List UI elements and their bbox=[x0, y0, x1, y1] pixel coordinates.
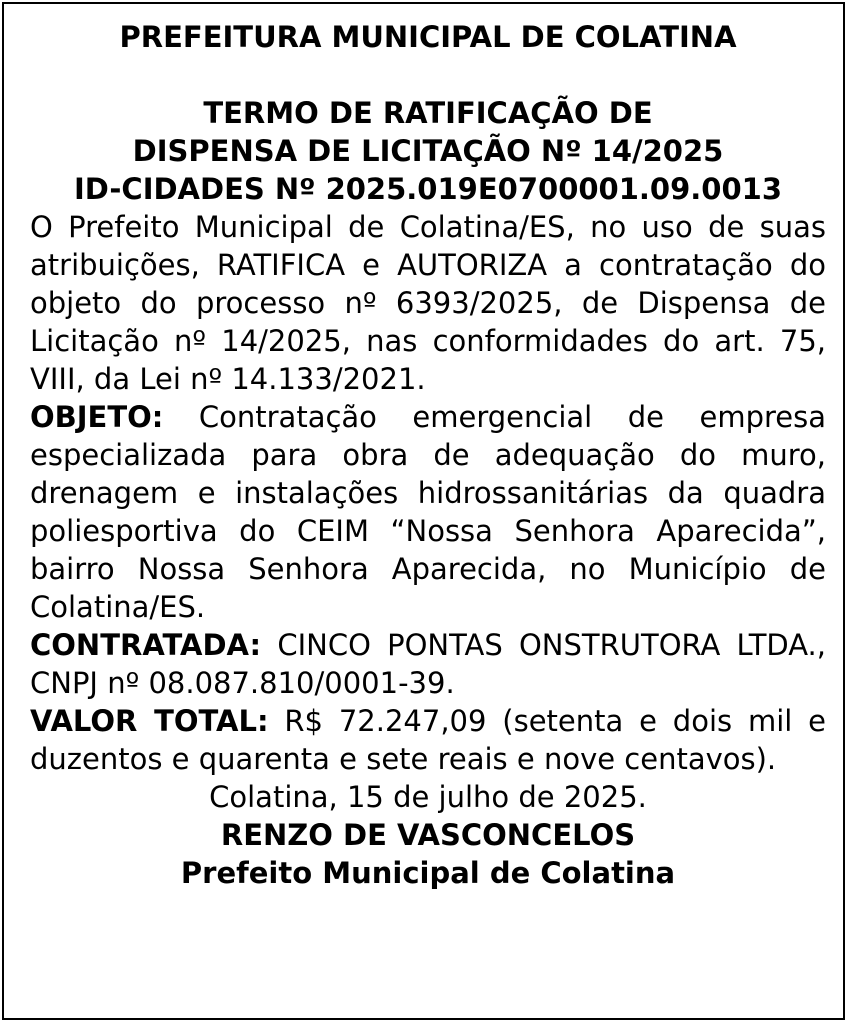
signature-name: RENZO DE VASCONCELOS bbox=[220, 818, 636, 852]
contratada-text: CINCO PONTAS ONSTRUTORA LTDA., CNPJ nº 08.087.810/0001-39. bbox=[30, 628, 826, 700]
document-content bbox=[30, 4, 826, 892]
objeto-paragraph bbox=[30, 398, 826, 626]
org-heading: PREFEITURA MUNICIPAL DE COLATINA bbox=[119, 20, 737, 54]
intro-paragraph: O Prefeito Municipal de Colatina/ES, no uso de suas atribuições, RATIFICA e AUTORIZA a contratação do objeto do processo nº 6393/2025, de Dispensa de Licitação nº 14/2025, nas conformidades do art. 75, VIII, da Lei nº 14.133/2021. bbox=[30, 210, 826, 396]
valor-label: VALOR TOTAL: bbox=[30, 704, 269, 738]
valor-text: R$ 72.247,09 (setenta e dois mil e duzentos e quarenta e sete reais e nove centavos). bbox=[30, 704, 826, 776]
title-line-2: DISPENSA DE LICITAÇÃO Nº 14/2025 bbox=[132, 134, 724, 168]
id-cidades: ID-CIDADES Nº 2025.019E0700001.09.0013 bbox=[73, 172, 783, 206]
signature-role: Prefeito Municipal de Colatina bbox=[180, 856, 676, 890]
contratada-label: CONTRATADA: bbox=[30, 628, 262, 662]
valor-paragraph bbox=[30, 702, 826, 778]
objeto-text: Contratação emergencial de empresa especializada para obra de adequação do muro, drenagem e instalações hidrossanitárias da quadra poliesportiva do CEIM “Nossa Senhora Aparecida”, bairro Nossa Senhora Aparecida, no Município de Colatina/ES. bbox=[30, 400, 826, 624]
document-frame bbox=[2, 2, 845, 1020]
objeto-label: OBJETO: bbox=[30, 400, 164, 434]
contratada-paragraph bbox=[30, 626, 826, 702]
date-line: Colatina, 15 de julho de 2025. bbox=[209, 780, 647, 814]
title-line-1: TERMO DE RATIFICAÇÃO DE bbox=[203, 96, 653, 130]
